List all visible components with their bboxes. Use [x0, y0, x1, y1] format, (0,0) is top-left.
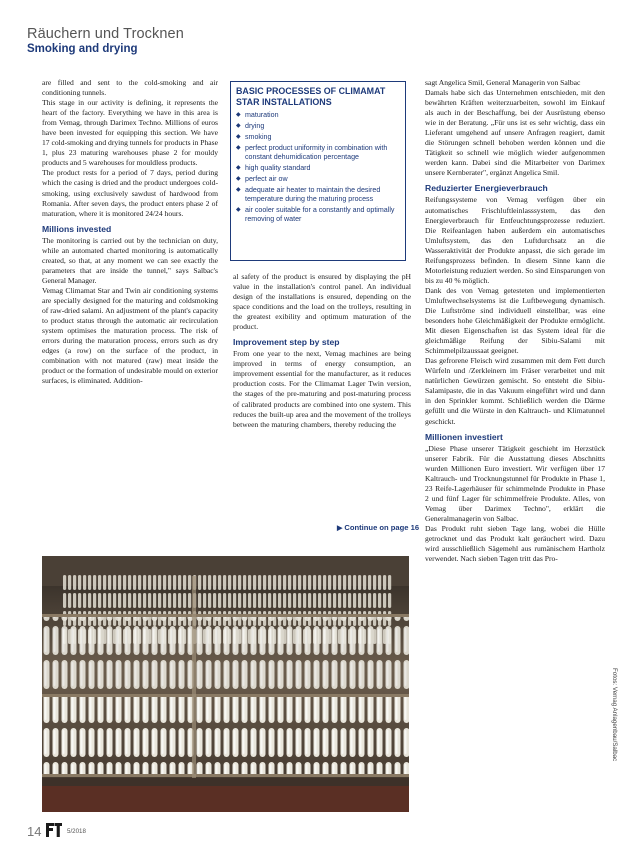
- info-box-item: ◆ maturation: [236, 111, 401, 120]
- info-box-item: ◆ air cooler suitable for a constantly and optimally removing of water: [236, 206, 401, 223]
- paragraph: The product rests for a period of 7 days, period during which the casing is dried and the product undergoes cold-smoking, using exclusively sawdust of hardwood from Romania. After seven days, the product enters phase 2 of maturation, where it is monitored 24/24 hours.: [42, 168, 218, 218]
- info-box-item: ◆ perfect air ow: [236, 175, 401, 184]
- page-footer: [27, 823, 86, 841]
- paragraph: Dank des von Vemag getesteten und implementierten Umluftwechselsystems ist die Luftbewegung dynamisch. Die Luftströme sind individuell einstellbar, was eine besonders hohe Gleichmäßigkeit der Produkte ermöglicht. Mit diesen Eigenschaften ist das System ideal für die gleichmäßige Reifung der Sibiu-Salami mit Schimmelpilzaussaat geeignet.: [425, 285, 605, 356]
- paragraph: Damals habe sich das Unternehmen entschieden, mit den bewährten Kräften weiterzuarbeiten, sowohl im Einkauf als auch in der Beschaffung, bei der Ausrüstung ebenso wie in der Beratung. „Für uns ist es sehr wichtig, dass ein Lieferant umgehend auf unsere Anfragen reagiert, damit die Störungen schnell behoben werden können und die Tätigkeit so schnell wie möglich wieder aufgenommen werden kann. Dabei sind die Mitarbeiter von Darimex unsere Kernberater", ergänzt Angelica Smil.: [425, 88, 605, 178]
- paragraph: The monitoring is carried out by the technician on duty, while an automated charted monitoring is automatically created, so that, at any moment we can see exactly the parameters that are inside the tunnel," says Salbac's General Manager.: [42, 235, 218, 285]
- paragraph: sagt Angelica Smil, General Managerin von Salbac: [425, 78, 581, 87]
- info-box-list: [236, 111, 401, 223]
- subheading-improvement: Improvement step by step: [233, 337, 340, 348]
- paragraph: Vemag Climamat Star and Twin air conditioning systems are specially designed for the maturing and coldsmoking of raw-dried salami. An adjustment of the plant's capacity to product status through the automatic air recirculation system optimises the maturation process. The risk of errors during the maturation process, errors such as dry edges (a row) on the surface of the product, in combination with not matured (raw) meat inside the product or the formation of undesirable mould on exterior surfaces, is eliminated. Addition-: [42, 285, 218, 386]
- info-box-item: ◆ smoking: [236, 133, 401, 142]
- issue-label: 5/2018: [67, 828, 86, 835]
- paragraph: Das Produkt ruht sieben Tage lang, wobei die Hülle getrocknet und das Produkt kalt geräuchert wird. Dazu wird ausschließlich Sägemehl aus rumänischem Hartholz verwendet. Nach sieben Tagen tritt das Pro-: [425, 523, 605, 564]
- paragraph: are filled and sent to the cold-smoking and air conditioning tunnels.: [42, 78, 218, 98]
- photo-credit: Fotos: Vemag Anlagenbau/Salbac: [611, 668, 618, 762]
- arrow-right-icon: ▶: [337, 525, 343, 532]
- salami-maturing-room-photo: [42, 556, 409, 812]
- column-german: [425, 78, 605, 564]
- column-english-left: [42, 78, 218, 386]
- column-english-middle: [233, 272, 411, 430]
- subheading-energy: Reduzierter Energieverbrauch: [425, 183, 548, 194]
- section-subtitle: Smoking and drying: [27, 43, 138, 55]
- paragraph: From one year to the next, Vemag machines are being improved in terms of energy consumption, an improvement essential for the manufacturer, as it reduces production costs. For the Climamat Lager Twin version, the stages of the pre-maturing and post-maturing process of calibrated products are combined into one system. This reduces the built-up area and the movement of the trolleys between the maturing chambers, thereby reducing the: [233, 349, 411, 429]
- paragraph: This stage in our activity is defining, it represents the heart of the factory. Everything we have in this area is from Vemag, through Darimex Techno. Millions of euros have been invested for equipping this section. We have 17 cold-smoking and drying tunnels for products in Phase 1, plus 23 maturing warehouses phase 2 for mouldy products and 5 warehouses for mouldless products.: [42, 98, 218, 168]
- continue-link[interactable]: [337, 523, 419, 532]
- info-box-title: BASIC PROCESSES OF CLIMAMAT STAR INSTALLATIONS: [236, 86, 386, 107]
- info-box-item: ◆ high quality standard: [236, 164, 401, 173]
- subheading-millions-invested: Millions invested: [42, 223, 112, 234]
- paragraph: „Diese Phase unserer Tätigkeit geschieht im Herzstück unserer Fabrik. Für die Ausstattung dieses Abschnitts wurden Millionen Euro investiert. Wir verfügen über 17 Kaltrauch- und Trocknungstunnel für Produkte in Phase 1, 23 Reife-Lagerhäuser für schimmelnde Produkte in Phase 2 und fünf Lager für schimmelfreie Produkte. Alles, von Vemag über Darimex Techno", erklärt die Generalmanagerin von Salbac.: [425, 443, 605, 523]
- info-box-item: ◆ adequate air heater to maintain the desired temperature during the maturing process: [236, 186, 401, 203]
- paragraph: Reifungssysteme von Vemag verfügen über ein automatisches Frischluftleinlasssystem, das den Energieverbrauch für Entfeuchtungsprozesse reduziert. Die Reifeanlagen haben außerdem ein automatisches Umluftsystem, das den Luftdurchsatz an die Wasseraktivität der Produkte anpasst, die sich gerade im Reifungsprozess befinden. In diesem Sinne kann die Motorleistung reduziert werden. So sind Einsparungen von bis zu 40 % möglich.: [425, 195, 605, 285]
- info-box-item: ◆ perfect product uniformity in combination with constant dehumidication percentage: [236, 144, 401, 161]
- subheading-millionen: Millionen investiert: [425, 431, 503, 442]
- page-number: 14: [27, 824, 42, 839]
- info-box-item: ◆ drying: [236, 122, 401, 131]
- section-title: Räuchern und Trocknen: [27, 26, 184, 42]
- paragraph: al safety of the product is ensured by displaying the pH value in the installation's control panel. An individual design of the installations is ensured, depending on the space conditions and the load on the trolleys, resulting in the greatest exibility and optimum maturation of the product.: [233, 272, 411, 332]
- paragraph: Das gefrorene Fleisch wird zusammen mit dem Fett durch Würfeln und /Zerkleinern im Fräser verarbeitet und mit natürlichen Gewürzen gemischt. So entsteht die Sibiu-Salamipaste, die in das Vakuum eingeführt wird und dann in den Sprinkler kommt. Schließlich werden die Därme gefüllt und die Würste in den Kaltrauch- und Klimatunnel geschickt.: [425, 356, 605, 426]
- info-box-basic-processes: [230, 81, 406, 261]
- continue-label: Continue on page 16: [344, 523, 420, 532]
- magazine-logo: [45, 821, 63, 838]
